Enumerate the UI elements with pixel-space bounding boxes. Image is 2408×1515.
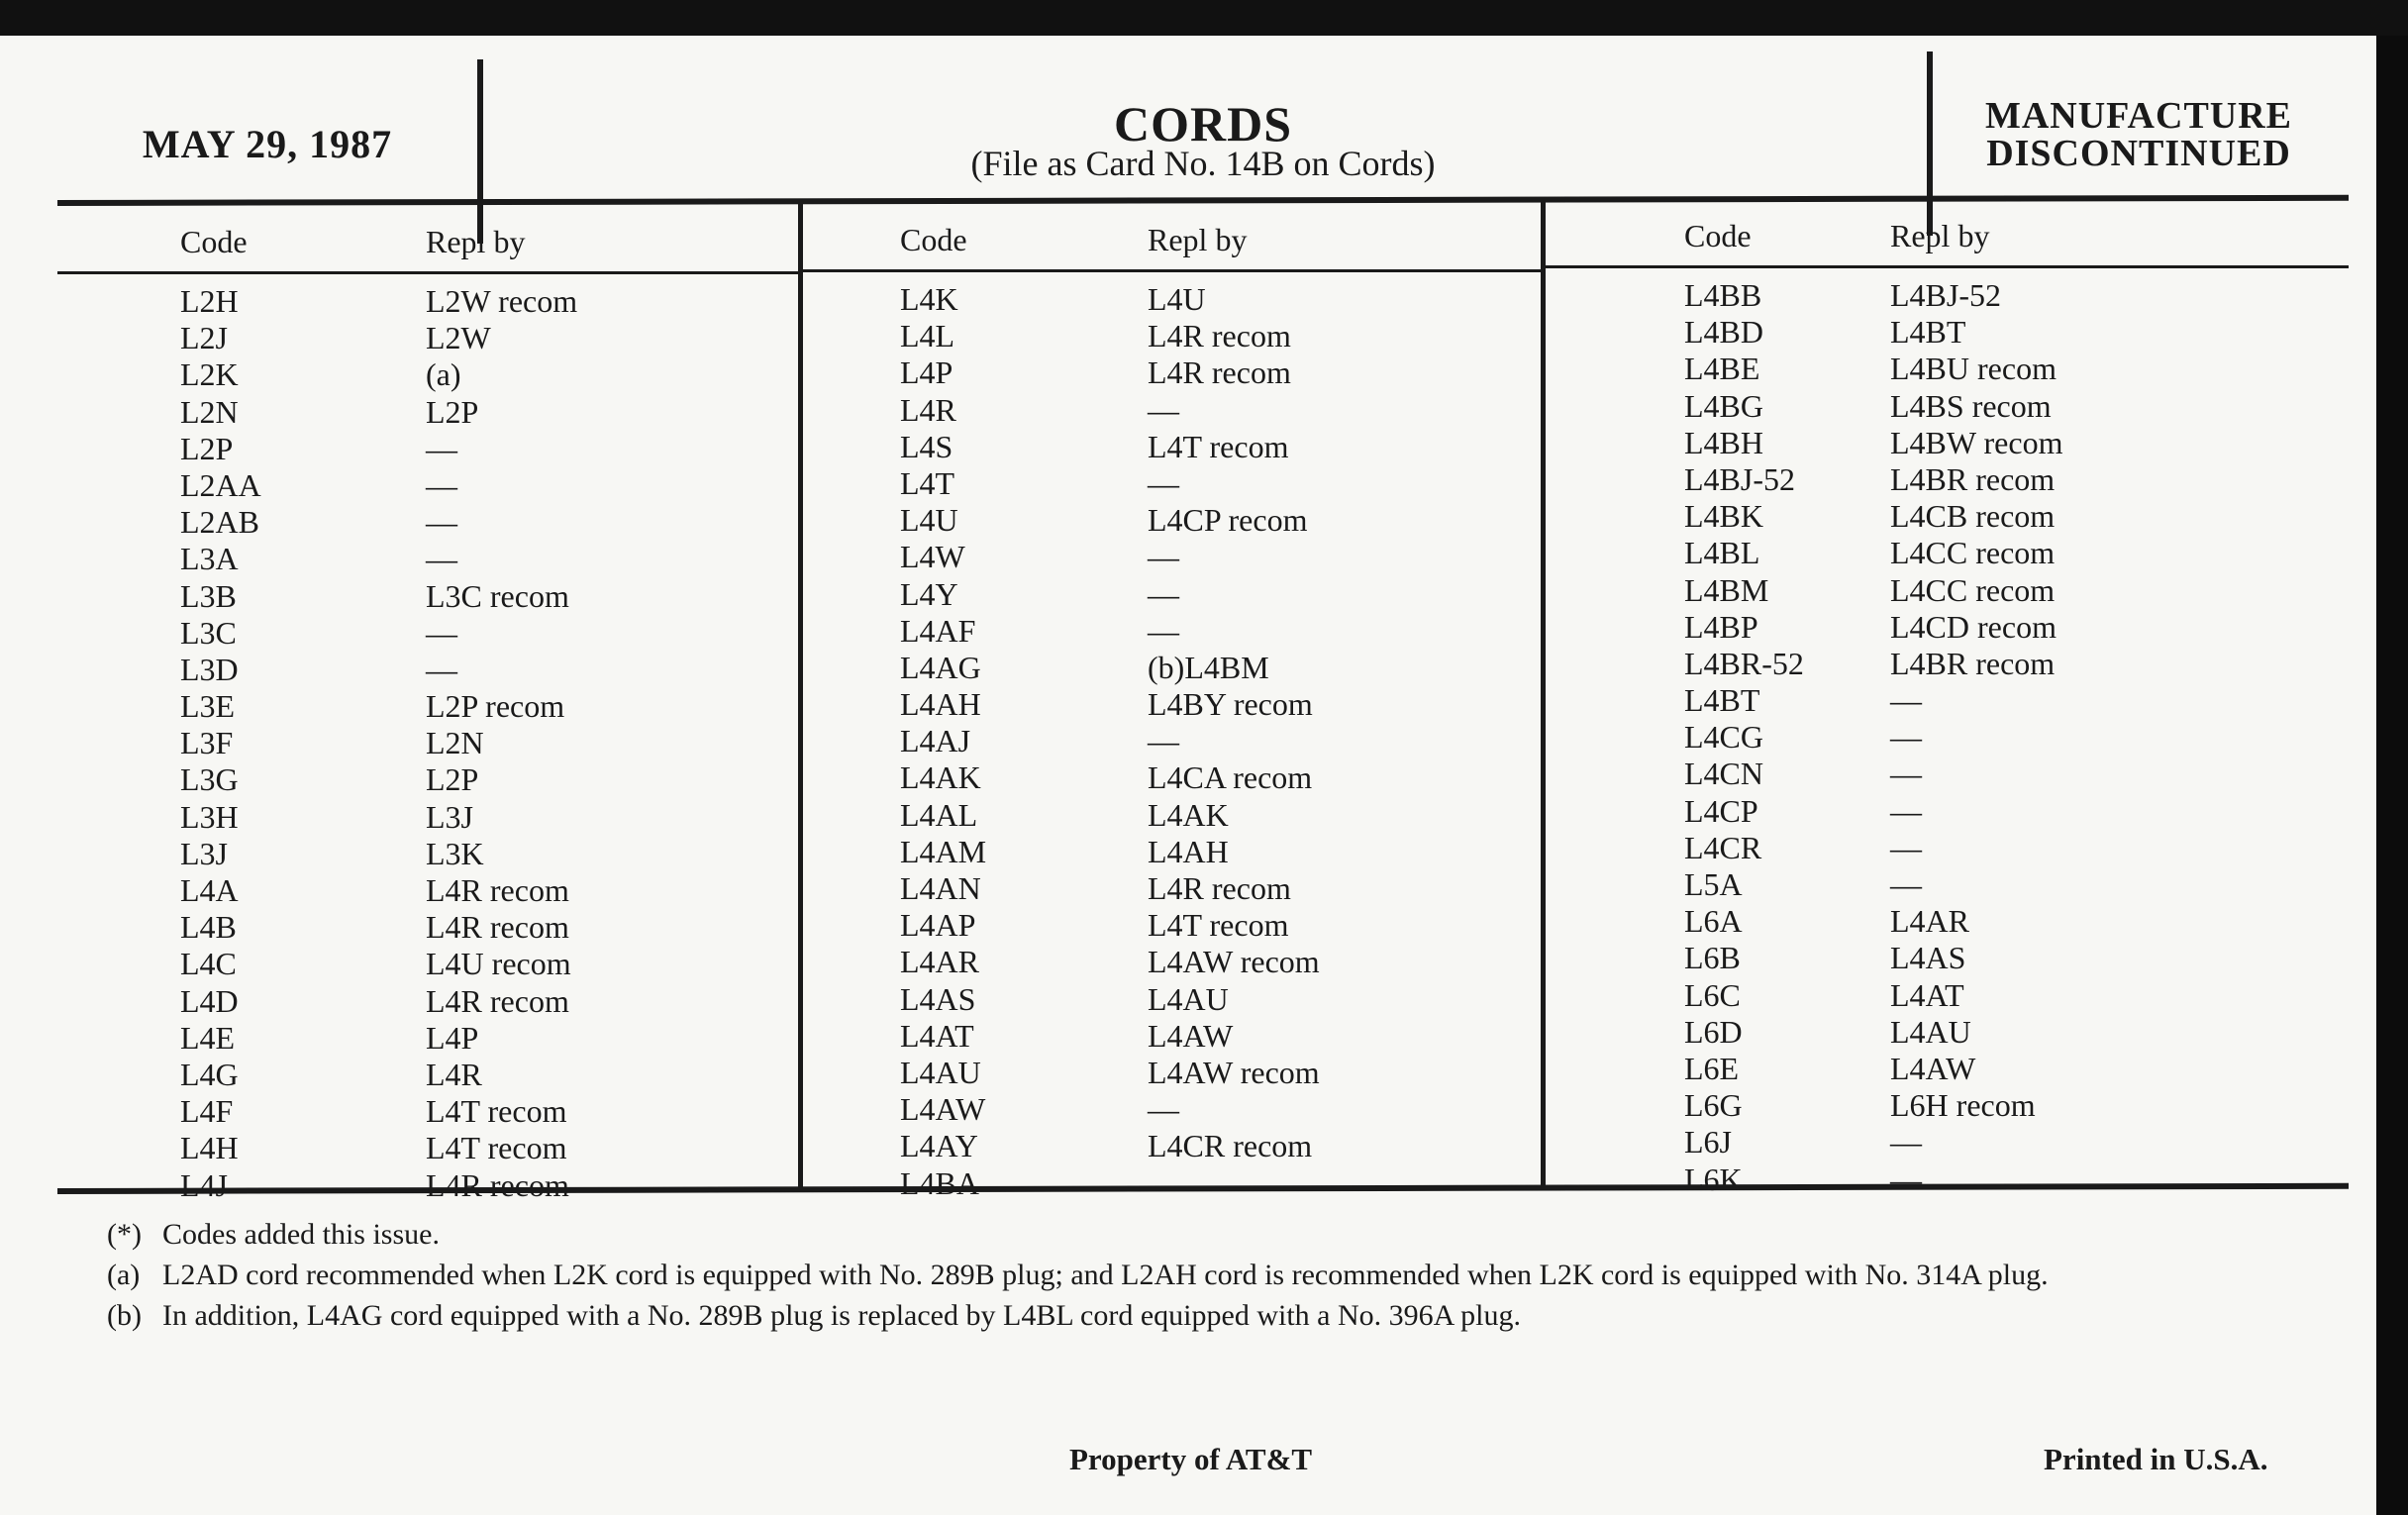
repl-cell: — (1890, 719, 1922, 756)
code-cell: L6G (1684, 1087, 1743, 1124)
repl-cell: — (1890, 866, 1922, 902)
repl-cell: L2W recom (426, 283, 578, 319)
table-row (803, 1165, 1541, 1202)
table-row (803, 981, 1541, 1018)
repl-cell: — (1148, 575, 1179, 612)
table-row (1546, 1051, 2349, 1087)
code-cell: L4U (900, 502, 958, 539)
code-cell: L4AS (900, 980, 976, 1017)
repl-cell: L4P (426, 1019, 479, 1056)
code-cell: L4AY (900, 1128, 978, 1164)
table-row (1546, 572, 2349, 609)
repl-cell: — (426, 541, 457, 577)
table-row (57, 872, 798, 909)
table-row (57, 1057, 798, 1093)
repl-cell: L2P (426, 393, 479, 430)
table-row (57, 394, 798, 431)
code-cell: L4G (180, 1056, 239, 1092)
status-line-2: DISCONTINUED (1986, 133, 2291, 174)
table-row (57, 1130, 798, 1166)
repl-cell: L2P (426, 761, 479, 798)
table-row (57, 836, 798, 872)
repl-cell: L4AW (1148, 1017, 1234, 1054)
repl-header: Repl by (1890, 217, 1990, 253)
repl-cell: L4AH (1148, 833, 1229, 869)
repl-cell: L4CB recom (1890, 498, 2056, 535)
code-cell: L4BE (1684, 351, 1760, 387)
table-row (1546, 903, 2349, 940)
table-row (803, 613, 1541, 650)
table-row (57, 431, 798, 467)
repl-cell: — (1148, 1164, 1179, 1201)
table-row (803, 686, 1541, 723)
repl-cell: L4R recom (426, 872, 569, 908)
repl-cell: — (426, 651, 457, 687)
table-row (803, 1128, 1541, 1164)
code-cell: L4L (900, 318, 955, 354)
code-cell: L4BA (900, 1164, 979, 1201)
table-row (803, 392, 1541, 429)
status-line-1: MANUFACTURE (1984, 95, 2293, 137)
property-notice: Property of AT&T (1069, 1442, 1313, 1476)
table-row (803, 502, 1541, 539)
table-row (57, 504, 798, 541)
table-row (803, 834, 1541, 870)
code-cell: L4AJ (900, 723, 971, 759)
status-label (1941, 97, 2337, 172)
repl-cell: — (1890, 792, 1922, 829)
repl-cell: — (1890, 756, 1922, 792)
repl-cell: L4U (1148, 281, 1206, 317)
table-column-1 (57, 214, 798, 1204)
repl-cell: L4T recom (1148, 428, 1289, 464)
table-column-3 (1546, 208, 2349, 1198)
code-cell: L4AN (900, 870, 981, 906)
repl-cell: L2P recom (426, 688, 565, 725)
code-cell: L4J (180, 1166, 228, 1203)
code-cell: L4AW (900, 1091, 986, 1128)
code-cell: L4AG (900, 649, 981, 685)
repl-cell: L4BS recom (1890, 387, 2052, 424)
table-row (57, 578, 798, 615)
code-cell: L6A (1684, 903, 1743, 940)
repl-cell: L4T recom (426, 1093, 567, 1130)
repl-cell: L3C recom (426, 577, 569, 614)
repl-cell: (b)L4BM (1148, 649, 1269, 685)
code-cell: L4BR-52 (1684, 645, 1804, 681)
table-row (803, 797, 1541, 834)
table-row (57, 1020, 798, 1057)
code-cell: L6K (1684, 1161, 1743, 1197)
code-cell: L6B (1684, 940, 1741, 976)
repl-cell: L4BJ-52 (1890, 277, 2001, 313)
table-row (1546, 866, 2349, 903)
table-row (57, 1167, 798, 1204)
code-header: Code (1684, 217, 1752, 253)
code-cell: L4AL (900, 796, 978, 833)
code-cell: L4BH (1684, 424, 1763, 460)
table-row (1546, 940, 2349, 976)
repl-cell: L4AT (1890, 976, 1964, 1013)
repl-cell: — (1890, 829, 1922, 865)
code-cell: L4E (180, 1019, 236, 1056)
code-cell: L3G (180, 761, 239, 798)
repl-cell: — (1148, 391, 1179, 428)
table-row (57, 725, 798, 761)
code-cell: L4BK (1684, 498, 1763, 535)
code-cell: L4A (180, 872, 239, 908)
table-row (803, 539, 1541, 575)
code-cell: L4BM (1684, 571, 1769, 608)
column-header (803, 212, 1541, 267)
code-header: Code (180, 223, 248, 259)
repl-cell: L4BR recom (1890, 460, 2056, 497)
table-row (57, 541, 798, 577)
repl-cell: L4AK (1148, 796, 1229, 833)
table-row (1546, 461, 2349, 498)
code-cell: L3A (180, 541, 239, 577)
code-cell: L4F (180, 1093, 234, 1130)
table-row (803, 759, 1541, 796)
repl-cell: — (1890, 1161, 1922, 1197)
repl-cell: L4CP recom (1148, 502, 1308, 539)
column-header (1546, 208, 2349, 263)
page-title: CORDS (1113, 96, 1293, 152)
table-row (57, 799, 798, 836)
code-cell: L4D (180, 982, 239, 1019)
repl-cell: — (1890, 682, 1922, 719)
code-cell: L4BL (1684, 535, 1760, 571)
repl-cell: L4AU (1890, 1013, 1971, 1050)
repl-cell: L4AW recom (1148, 944, 1320, 980)
table-row (1546, 388, 2349, 425)
table-row (803, 1091, 1541, 1128)
code-cell: L4AU (900, 1054, 981, 1090)
repl-cell: — (1148, 723, 1179, 759)
catalog-card (0, 36, 2376, 1515)
code-cell: L4BT (1684, 682, 1760, 719)
page-subtitle: (File as Card No. 14B on Cords) (970, 144, 1436, 183)
footnote-text: L2AD cord recommended when L2K cord is equipped with No. 289B plug; and L2AH cord is recommended when L2K cord is equipped with No. 314A plug. (162, 1259, 2049, 1291)
repl-cell: L4CD recom (1890, 608, 2057, 645)
table-row (1546, 1014, 2349, 1051)
code-cell: L4AP (900, 907, 976, 944)
code-cell: L4R (900, 391, 956, 428)
table-row (57, 946, 798, 982)
repl-cell: — (426, 430, 457, 466)
table-row (803, 723, 1541, 759)
repl-cell: — (1148, 539, 1179, 575)
code-cell: L3H (180, 798, 239, 835)
table-row (1546, 425, 2349, 461)
footnotes (107, 1214, 2049, 1336)
table-row (1546, 1087, 2349, 1124)
code-cell: L6E (1684, 1050, 1740, 1086)
table-row (803, 870, 1541, 907)
scan-border (2376, 36, 2408, 1515)
repl-cell: L4R recom (426, 1166, 569, 1203)
repl-cell: L4BR recom (1890, 645, 2056, 681)
footnote-text: In addition, L4AG cord equipped with a No. 289B plug is replaced by L4BL cord equipped with a No. 396A plug. (162, 1299, 1521, 1332)
table-row (803, 907, 1541, 944)
repl-cell: L6H recom (1890, 1087, 2036, 1124)
repl-cell: — (426, 466, 457, 503)
table-row (57, 283, 798, 320)
table-row (57, 356, 798, 393)
repl-cell: L4R recom (1148, 318, 1291, 354)
repl-cell: L4CC recom (1890, 571, 2056, 608)
issue-date: MAY 29, 1987 (142, 122, 393, 166)
code-cell: L3F (180, 725, 234, 761)
code-cell: L3E (180, 688, 236, 725)
repl-cell: L4BW recom (1890, 424, 2063, 460)
table-row (57, 688, 798, 725)
footnote (107, 1295, 2049, 1336)
repl-cell: L4CC recom (1890, 535, 2056, 571)
repl-cell: (a) (426, 356, 461, 393)
repl-cell: L4CR recom (1148, 1128, 1313, 1164)
table-row (1546, 351, 2349, 387)
code-cell: L2H (180, 283, 239, 319)
code-cell: L3B (180, 577, 237, 614)
code-cell: L3C (180, 614, 237, 651)
table-row (57, 467, 798, 504)
code-cell: L4AR (900, 944, 979, 980)
code-cell: L2P (180, 430, 234, 466)
repl-cell: L4R (426, 1056, 482, 1092)
code-cell: L6C (1684, 976, 1741, 1013)
repl-cell: — (1890, 1124, 1922, 1161)
code-cell: L2AB (180, 504, 259, 541)
table-row (1546, 646, 2349, 682)
code-cell: L4H (180, 1130, 239, 1166)
repl-cell: L4R recom (426, 982, 569, 1019)
printed-notice: Printed in U.S.A. (2044, 1442, 2268, 1476)
table-row (803, 576, 1541, 613)
code-cell: L4BG (1684, 387, 1763, 424)
footnote (107, 1255, 2049, 1295)
code-cell: L4BB (1684, 277, 1762, 313)
code-cell: L4S (900, 428, 953, 464)
footnote-mark: (*) (107, 1218, 142, 1251)
footnote-mark: (b) (107, 1299, 142, 1332)
code-cell: L4AK (900, 759, 981, 796)
table-row (57, 1093, 798, 1130)
code-cell: L4BP (1684, 608, 1758, 645)
footnote-mark: (a) (107, 1259, 141, 1291)
repl-cell: L4T recom (426, 1130, 567, 1166)
repl-cell: L4U recom (426, 946, 571, 982)
repl-header: Repl by (426, 223, 526, 259)
code-cell: L6J (1684, 1124, 1732, 1161)
table-row (1546, 830, 2349, 866)
footnote (107, 1214, 2049, 1255)
code-cell: L4CN (1684, 756, 1763, 792)
repl-header: Repl by (1148, 221, 1248, 257)
table-row (803, 281, 1541, 318)
table-row (1546, 535, 2349, 571)
repl-cell: L4AR (1890, 903, 1969, 940)
code-header: Code (900, 221, 967, 257)
repl-cell: — (426, 504, 457, 541)
repl-cell: L4R recom (426, 909, 569, 946)
table-row (1546, 682, 2349, 719)
code-cell: L3D (180, 651, 239, 687)
table-row (57, 909, 798, 946)
repl-cell: L4AS (1890, 940, 1966, 976)
repl-cell: — (1148, 464, 1179, 501)
table-row (1546, 314, 2349, 351)
table-row (1546, 609, 2349, 646)
repl-cell: L4BU recom (1890, 351, 2057, 387)
table-row (1546, 1124, 2349, 1161)
repl-cell: L2N (426, 725, 484, 761)
repl-cell: L3J (426, 798, 473, 835)
code-cell: L2N (180, 393, 239, 430)
table-row (1546, 793, 2349, 830)
table-row (57, 761, 798, 798)
repl-cell: L4BT (1890, 314, 1966, 351)
code-cell: L4K (900, 281, 958, 317)
repl-cell: L4AW recom (1148, 1054, 1320, 1090)
table-row (57, 983, 798, 1020)
table-row (1546, 277, 2349, 314)
table-row (803, 318, 1541, 354)
table-row (57, 615, 798, 652)
code-cell: L4C (180, 946, 237, 982)
table-row (803, 1055, 1541, 1091)
code-cell: L4BJ-52 (1684, 460, 1795, 497)
footnote-text: Codes added this issue. (162, 1218, 440, 1251)
code-cell: L5A (1684, 866, 1743, 902)
table-row (803, 429, 1541, 465)
code-cell: L2K (180, 356, 239, 393)
table-row (1546, 719, 2349, 756)
table-column-2 (803, 212, 1541, 1202)
repl-cell: L3K (426, 835, 484, 871)
code-cell: L4BD (1684, 314, 1763, 351)
column-header (57, 214, 798, 269)
repl-cell: L4R recom (1148, 870, 1291, 906)
table-row (57, 652, 798, 688)
table-row (803, 354, 1541, 391)
repl-cell: L4CA recom (1148, 759, 1313, 796)
repl-cell: L4R recom (1148, 354, 1291, 391)
repl-cell: L4T recom (1148, 907, 1289, 944)
table-row (1546, 498, 2349, 535)
table-row (803, 944, 1541, 980)
table-row (57, 320, 798, 356)
repl-cell: L4AU (1148, 980, 1229, 1017)
code-cell: L4B (180, 909, 237, 946)
table-row (1546, 1162, 2349, 1198)
code-cell: L2AA (180, 466, 261, 503)
table-top-rule (57, 195, 2349, 206)
repl-cell: — (1148, 1091, 1179, 1128)
table-row (1546, 756, 2349, 792)
repl-cell: L4BY recom (1148, 686, 1313, 723)
table-row (803, 465, 1541, 502)
code-cell: L4Y (900, 575, 958, 612)
code-cell: L4AH (900, 686, 981, 723)
code-cell: L4AM (900, 833, 987, 869)
code-cell: L4CG (1684, 719, 1763, 756)
table-row (1546, 977, 2349, 1014)
code-cell: L4CP (1684, 792, 1758, 829)
repl-cell: — (426, 614, 457, 651)
repl-cell: — (1148, 612, 1179, 649)
code-cell: L2J (180, 320, 228, 356)
repl-cell: L4AW (1890, 1050, 1976, 1086)
table-row (803, 650, 1541, 686)
code-cell: L4AF (900, 612, 976, 649)
repl-cell: L2W (426, 320, 491, 356)
table-row (803, 1018, 1541, 1055)
code-cell: L6D (1684, 1013, 1743, 1050)
code-cell: L3J (180, 835, 228, 871)
code-cell: L4W (900, 539, 965, 575)
code-cell: L4CR (1684, 829, 1762, 865)
code-cell: L4AT (900, 1017, 974, 1054)
code-cell: L4T (900, 464, 955, 501)
code-cell: L4P (900, 354, 953, 391)
